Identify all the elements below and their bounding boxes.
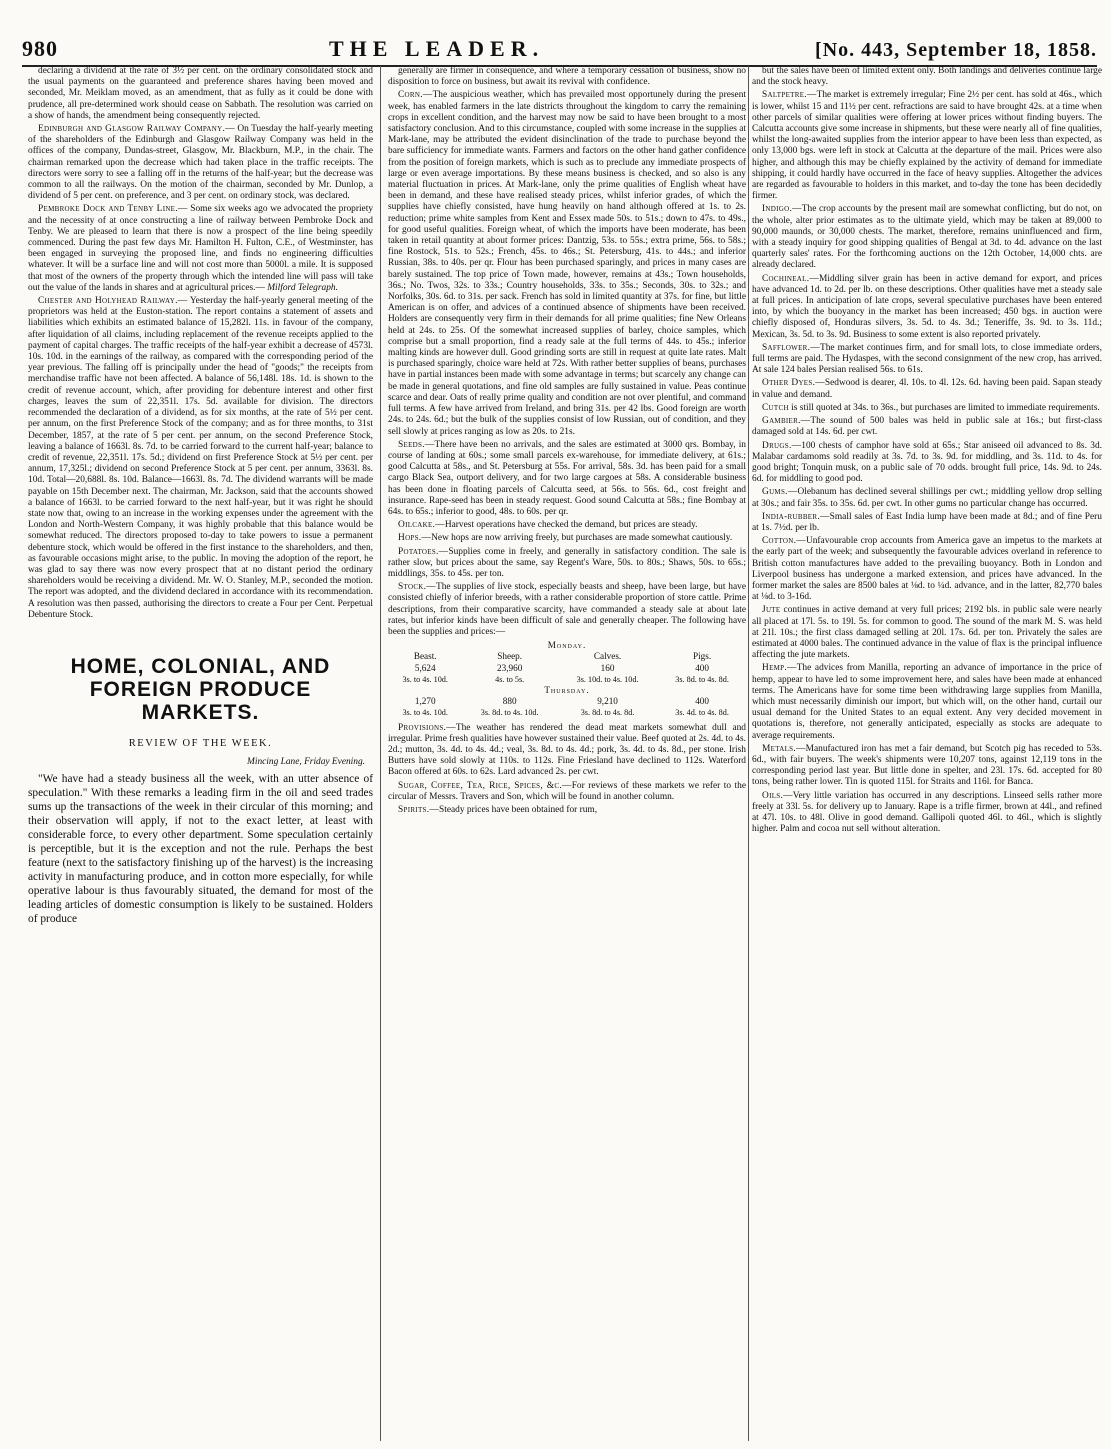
column-rule [748, 66, 749, 1441]
market-heading: Other Dyes.— [762, 378, 825, 389]
column-rule [380, 66, 381, 1441]
market-heading: Drugs.— [762, 440, 802, 451]
market-metals [752, 744, 1102, 789]
market-heading: Cotton.— [762, 536, 806, 547]
market-body: 100 chests of camphor have sold at 65s.; Star aniseed oil advanced to 8s. 3d. Malabar cardamoms sold readily at 3s. 7d. to 3s. 9d. for middling, and 3s. 11d. to 4s. for good bright; Tonquin musk, on a public sale of 70 odds. brought full price, 14s. 9d. to 24s. 6d. for middling to good pod. [752, 440, 1102, 485]
market-body: Sedwood is dearer, 4l. 10s. to 4l. 12s. 6d. having been paid. Sapan steady in value and demand. [752, 378, 1103, 400]
column-header: Sheep. [497, 651, 523, 662]
market-heading: Saltpetre.— [762, 90, 817, 101]
newspaper-title: THE LEADER. [328, 36, 545, 61]
table-cell: 1,270 [414, 696, 436, 707]
article-heading: Chester and Holyhead Railway.— [38, 296, 188, 307]
paragraph: generally are firmer in consequence, and where a temporary cessation of business, show no disposition to force on business, but await its revival with confidence. [388, 66, 746, 88]
article-heading: Edinburgh and Glasgow Railway Company.— [38, 124, 235, 135]
column-header: Pigs. [693, 651, 712, 662]
article-source: Milford Telegraph. [267, 282, 338, 293]
market-body: New hops are now arriving freely, but purchases are made somewhat cautiously. [431, 533, 733, 544]
column-3 [752, 66, 1102, 837]
market-heading: Jute [762, 605, 781, 616]
day-label: Monday. [547, 640, 587, 651]
table-cell: 880 [502, 696, 517, 707]
market-gums [752, 487, 1102, 509]
market-body: Steady prices have been obtained for rum, [439, 805, 598, 815]
market-cochineal [752, 274, 1102, 341]
market-oilcake [388, 520, 746, 531]
table-row [388, 663, 746, 674]
market-heading: Safflower.— [762, 342, 820, 353]
market-gambier [752, 416, 1102, 438]
market-heading: Cutch [762, 402, 789, 413]
market-body: There have been no arrivals, and the sales are estimated at 3000 qrs. Bombay, in course of landing at 60s.; some small parcels ex-warehouse, for immediate delivery, at 61s.; good Calcutta at 58s., and St. Petersburg at 55s. For arrival, 58s. 3d. has been paid for a small cargo Black Sea, outport delivery, and for two large cargoes at 58s. A considerable business has been done in floating parcels of Calcutta seed, at 56s. to 56s. 6d., cost freight and insurance. Rape-seed has been in steady request. Good sound Calcutta at 58s.; fine Bombay at 64s. to 65s.; inferior to good, 48s. to 60s. per qr. [388, 439, 746, 517]
market-other-dyes [752, 378, 1102, 400]
day-label: Thursday. [544, 684, 590, 695]
market-heading: Cochineal.— [762, 273, 820, 284]
market-body: Manufactured iron has met a fair demand, but Scotch pig has receded to 53s. 6d., with fair buyers. The week's shipments were 10,207 tons, against 12,119 tons in the corresponding period last year. But little done in spelter, and 23l. 17s. 6d. accepted for 80 tons, being rather lower. Tin is quoted 115l. for Straits and 116l. for Banca. [752, 743, 1102, 788]
column-header: Calves. [593, 651, 622, 662]
market-body: continues in active demand at very full prices; 2192 bls. in public sale were nearly all placed at 17l. 5s. to 19l. 5s. for common to good. The sound of the mark M. S. was held at 21l. 10s.; the first class damaged selling at 20l. 17s. 6d. per ton. Privately the sales are estimated at 4000 bales. The continued advance in the value of flax is the principal influence affecting the jute markets. [752, 605, 1103, 661]
market-safflower [752, 343, 1102, 377]
article-body: Yesterday the half-yearly general meeting of the proprietors was held at the Euston-station. The report contains a statement of assets and liabilities which exhibits an estimated balance of 15,282l. 11s. in favour of the company, after liquidation of all claims, including replacement of the revenue receipts applied to the payment of capital charges. The traffic receipts of the half-year exhibit a decrease of 4573l. 10s. 10d. in the earnings of the railway, as compared with the corresponding period of the year previous. The falling off is principally under the head of "goods;" the receipts from merchandise traffic have not been affected. A balance of 56,148l. 18s. 1d. is shown to the credit of revenue account, which, after providing for debenture interest and other first charges, leaves the sum of 22,351l. 17s. 5d. available for division. The directors recommended the declaration of a dividend, as for six months, at the rate of 5½ per cent. per annum, on the first Preference Stock of the company; and as for three months, to 31st December, 1857, at the rate of 5 per cent. per annum, on the second Preference Stock, leaving a balance of 1663l. 8s. 7d. to be carried forward to the current half-year; balance to credit of revenue, 22,351l. 17s. 5d.; dividend on first Preference Stock at 5½ per cent. per annum, 17,325l.; dividend on second Preference Stock at 5 per cent. per annum, 3363l. 8s. 10d. Total—20,688l. 8s. 10d. Balance—1663l. 8s. 7d. The dividend warrants will be made payable on 15th December next. The chairman, Mr. Jackson, said that the accounts showed a balance of 1663l. to be carried forward to the next half-year, but it was right he should state now that, owing to an increase in the working expenses under the agreement with the London and North-Western Company, it was highly probable that this balance would be somewhat reduced. The directors proposed to-day to take powers to issue a permanent debenture stock, which would be offered in the first instance to the shareholders, and then, as favourable occasions might arise, to the public. In moving the adoption of the report, he was glad to say there was now every prospect that at no distant period the ordinary shareholders would be receiving a dividend. Mr. W. O. Stanley, M.P., seconded the motion. The report was adopted, and the dividend declared in accordance with its recommendation. A resolution was then passed, authorising the directors to create a Four per Cent. Perpetual Debenture Stock. [28, 296, 373, 620]
market-jute [752, 605, 1102, 661]
market-body: The weather has rendered the dead meat markets somewhat dull and irregular. Prime fresh qualities have however sustained their value. Beef quoted at 2s. 4d. to 4s. 2d.; mutton, 3s. 4d. to 4s. 4d.; veal, 3s. 8d. to 4s. 4d.; pork, 3s. 4d. to 4s. 8d., per stone. Irish Butters have sold slowly at 110s. to 112s. Fine Friesland have declined to 112s. Waterford Bacon offered at 60s. to 62s. Lard advanced 2s. per cwt. [388, 722, 746, 778]
market-body: Olebanum has declined several shillings per cwt.; middling yellow drop selling at 30s.; and fair 35s. to 35s. 6d. per cwt. In other gums no particular change has occurred. [752, 487, 1102, 509]
article-body: On Tuesday the half-yearly meeting of the shareholders of the Edinburgh and Glasgow Railway Company was held in the offices of the company, Dundas-street, Glasgow, Mr. Blackburn, M.P., in the chair. The chairman remarked upon the decrease which had taken place in the traffic receipts. The directors were sorry to see a falling off in the returns of the half-year; but the decrease was common to all the railways. On the motion of the chairman, seconded by Mr. Dunlop, a dividend of 5 per cent. on preference, and 3 per cent. on ordinary stock, was declared. [28, 124, 373, 202]
market-heading: Hemp.— [762, 663, 797, 674]
market-heading: Sugar, Coffee, Tea, Rice, Spices, &c.— [398, 780, 572, 791]
lead-paragraph: "We have had a steady business all the week, with an utter absence of speculation." With these remarks a leading firm in the oil and seed trades sums up the transactions of the week in their circular of this morning; and their observation will apply, if not to the exact letter, at least with considerable force, to every other department. Some speculation certainly is perceptible, but it is the exception and not the rule. Perhaps the best feature (next to the satisfactory finishing up of the harvest) is the increasing activity in manufacturing produce, and in cotton more especially, for while operative labour is thus favourably situated, the demand for most of the leading articles of domestic consumption is likely to be sustained. Holders of produce [28, 773, 373, 926]
table-cell: 3s. 4d. to 4s. 8d. [675, 708, 729, 718]
market-heading: Indigo.— [762, 204, 802, 215]
market-heading: Gambier.— [762, 416, 811, 427]
article-body: Some six weeks ago we advocated the propriety and the necessity of at once constructing a line of railway between Pembroke Dock and Tenby. We are pleased to learn that there is now a prospect of the line being speedily commenced. During the past few days Mr. Hamilton H. Fulton, C.E., of Westminster, has been engaged in surveying the proposed line, and finds no engineering difficulties whatever. It will be a surface line and will not cost more than 5000l. a mile. It is supposed that most of the owners of the property through which the intended line will pass will take out the value of the lands in shares and at agricultural prices.— [28, 204, 374, 293]
table-cell: 3s. 8d. to 4s. 10d. [480, 708, 539, 718]
market-cotton [752, 536, 1102, 603]
table-row [388, 696, 746, 707]
paragraph: but the sales have been of limited extent only. Both landings and deliveries continue large and the stock heavy. [752, 66, 1102, 88]
market-body: The crop accounts by the present mail are somewhat conflicting, but do not, on the whole, alter prior estimates as to the ultimate yield, which may be taken at 89,000 to 90,000 maunds, or 30,000 chests. The market, therefore, remains uninfluenced and firm, with a steady inquiry for good shipping qualities of Bengal at 3d. to 4d. advance on the last quarterly sales' rates. For the forthcoming auctions on the 12th October, 14,000 chts. are already declared. [752, 204, 1102, 271]
cattle-table [388, 640, 746, 718]
market-india-rubber [752, 512, 1102, 534]
table-row [388, 674, 746, 685]
market-hops [388, 533, 746, 544]
market-cutch [752, 403, 1102, 414]
section-subtitle: REVIEW OF THE WEEK. [128, 737, 273, 749]
market-body: For reviews of these markets we refer to the circular of Messrs. Travers and Son, which will be found in another column. [388, 780, 747, 802]
article-pembroke-tenby [28, 204, 373, 294]
market-oils [752, 791, 1102, 836]
table-cell: 3s. to 4s. 10d. [402, 674, 448, 684]
table-cell: 4s. to 5s. [495, 674, 525, 684]
market-heading: Provisions.— [398, 722, 456, 733]
market-body: is still quoted at 34s. to 36s., but purchases are limited to immediate requirements. [791, 402, 1100, 413]
market-body: The advices from Manilla, reporting an advance of importance in the price of hemp, appear to have led to some improvement here, and sales have been made at enhanced terms. The Americans have for some time been withdrawing large supplies from Manilla, which must necessarily diminish our import, but which will, on the other hand, curtail our usual demand for the United States to an equal extent. Any very decided movement in quotations is, therefore, not generally anticipated, especially as stocks are adequate to average requirements. [752, 663, 1102, 741]
column-2 [388, 66, 746, 818]
market-drugs [752, 441, 1102, 486]
article-chester-holyhead [28, 296, 373, 621]
market-body: Unfavourable crop accounts from America gave an impetus to the markets at the early part of the week; and subsequently the favourable advices overland in reference to British cotton manufactures have added to the prevailing buoyancy. Both in London and Liverpool business has undergone a marked extension, and prices have advanced. In the former market the sales are 8500 bales at ⅛d. to ¼d. advance, and in the latter, 82,770 bales at ⅛d. to 3-16d. [752, 536, 1102, 603]
market-body: Supplies come in freely, and generally in satisfactory condition. The sale is rather slow, but prices about the same, say Regent's Ware, 50s. to 80s.; Shaws, 50s. to 65s.; middlings, 35s. to 45s. per ton. [388, 546, 746, 579]
table-cell: 3s. 8d. to 4s. 8d. [580, 708, 635, 718]
market-saltpetre [752, 90, 1102, 202]
market-sugar [388, 781, 746, 803]
paragraph: declaring a dividend at the rate of 3½ per cent. on the ordinary consolidated stock and the usual payments on the guaranteed and preference shares having been moved and seconded, Mr. Meiklam moved, as an amendment, that as fully as it could be done with prudence, all pre-determined work should cease on Sabbath. The resolution was carried on a show of hands, the amendment being consequently rejected. [28, 66, 373, 121]
page-number: 980 [22, 36, 58, 61]
market-provisions [388, 723, 746, 779]
market-heading: Potatoes.— [398, 546, 449, 557]
table-cell: 3s. 8d. to 4s. 8d. [675, 674, 729, 684]
article-edinburgh-glasgow [28, 124, 373, 202]
article-heading: Pembroke Dock and Tenby Line.— [38, 204, 188, 215]
market-body: Harvest operations have checked the demand, but prices are steady. [444, 520, 698, 531]
market-indigo [752, 204, 1102, 271]
column-1 [28, 66, 373, 928]
market-heading: Stock.— [398, 582, 436, 593]
market-body: The sound of 500 bales was held in public sale at 16s.; but first-class damaged sold at 14s. 6d. per cwt. [752, 416, 1102, 438]
market-body: The supplies of live stock, especially beasts and sheep, have been large, but have consisted chiefly of inferior breeds, with a rather considerable proportion of store cattle. Prime descriptions, from their comparative scarcity, have commanded a steady sale at about late rates, but inferior kinds have been difficult of sale and generally cheaper. The following have been the supplies and prices:— [388, 582, 746, 637]
table-cell: 400 [695, 696, 709, 707]
market-body: Very little variation has occurred in any descriptions. Linseed sells rather more freely at 33l. 5s. for delivery up to January. Rape is a trifle firmer, brown at 44l., and refined at 47l. 10s. to 48l. Olive in good demand. Gallipoli quoted 46l. to 46l., which is slightly higher. Palm and cocoa nut sell without alteration. [752, 790, 1102, 835]
market-stock [388, 582, 746, 638]
market-heading: Seeds.— [398, 439, 435, 450]
issue-info: [No. 443, September 18, 1858. [815, 39, 1097, 61]
table-cell: 9,210 [597, 696, 618, 707]
market-heading: Corn.— [398, 90, 433, 101]
market-heading: Spirits.— [398, 805, 440, 815]
market-heading: India-rubber.— [762, 511, 830, 522]
market-body: Middling silver grain has been in active demand for export, and prices have advanced 1d. to 2d. per lb. on these descriptions. Other qualities have met a steady sale at full prices. In anticipation of late crops, several speculative purchases have been entered into, by which the buoyancy in the market has been increased; 450 bgs. in auction were chiefly disposed of, Honduras silvers, 3s. 5d. to 4s. 3d.; Teneriffe, 3s. 9d. to 3s. 11d.; Mexican, 3s. 5d. to 3s. 9d. Business to some extent is also reported privately. [752, 273, 1102, 340]
section-title: HOME, COLONIAL, AND FOREIGN PRODUCE MARKETS. [70, 654, 331, 724]
market-heading: Hops.— [398, 533, 432, 544]
table-cell: 400 [695, 662, 709, 673]
masthead [22, 28, 1097, 67]
market-heading: Oilcake.— [398, 520, 445, 531]
table-row [388, 707, 746, 718]
market-body: The market is extremely irregular; Fine 2½ per cent. has sold at 46s., which is lower, whilst 15 and 11½ per cent. refractions are said to have brought 42s. at a time when other parcels of similar qualities were offering at lower prices without finding buyers. The Calcutta accounts give some increase in shipments, but these were nearly all of fine qualities, whilst the long-awaited supplies from the interior appear to have been less than expected, as only 13,000 bgs. were left in stock at Calcutta at the departure of the mail. Prices were also higher, and although this may be chiefly explained by the activity of demand for immediate shipping, it could hardly have occurred in the face of heavy supplies. Altogether the advices are regarded as favourable to holders in this market, and to-day the tone has been decidedly firmer. [752, 90, 1102, 202]
market-corn [388, 90, 746, 437]
market-body: Small sales of East India lump have been made at 8d.; and of fine Peru at 1s. 7½d. per lb. [752, 511, 1102, 533]
market-spirits [388, 805, 746, 816]
market-heading: Metals.— [762, 743, 806, 754]
market-potatoes [388, 547, 746, 581]
table-cell: 3s. to 4s. 10d. [402, 708, 448, 718]
table-cell: 23,960 [497, 662, 523, 673]
table-cell: 160 [600, 662, 615, 673]
table-cell: 5,624 [414, 662, 436, 673]
market-hemp [752, 663, 1102, 741]
column-header: Beast. [413, 651, 437, 662]
market-heading: Oils.— [762, 790, 793, 801]
dateline: Mincing Lane, Friday Evening. [247, 757, 365, 768]
market-body: The auspicious weather, which has prevailed most opportunely during the present week, has enabled farmers in the late districts throughout the kingdom to carry the remaining crops in excellent condition, and the harvest may now be said to have been brought to a most satisfactory conclusion. And to this circumstance, coupled with some increase in the supplies at Mark-lane, may be attributed the evident disinclination of the trade to purchase beyond the bare sufficiency for immediate wants. Farmers and factors on the other hand gather confidence from the position of foreign markets, which is such as to preclude any immediate prospects of large or even average importations. By these means business is checked, and so also is any material fluctuation in prices. At Mark-lane, only the prime qualities of English wheat have been in demand, and these have realised steady prices, whilst inferior grades, of which the supplies have chiefly consisted, have hung heavily on hand although offered at 1s. to 2s. reduction; prime white samples from Kent and Essex made 50s. to 51s.; down to 47s. to 49s., for good useful qualities. Foreign wheat, of which the imports have been moderate, has been taken in retail quantity at about former prices: Dantzig, 53s. to 55s.; extra prime, 56s. to 58s.; fine Rostock, 51s. to 52s.; French, 45s. to 46s.; St. Petersburg, 41s. to 44s.; and inferior Russian, 38s. to 40s. per qr. Flour has been purchased sparingly, and prices in many cases are barely sustained. The top price of Town made, however, remains at 43s.; Town households, 36s.; No. Twos, 32s. to 33s.; Country households, 33s. to 35s.; Seconds, 30s. to 32s.; and Norfolks, 30s. 6d. to 31s. per sack. French has sold in limited quantity at 37s. for fine, but little American is on offer, and advices of a continued absence of shipments have been received. Holders are consequently very firm in their demands for all prime qualities; fine New Orleans held at 24s. to 25s. Of the somewhat increased supplies of barley, choice samples, which comprise but a small proportion, find a ready sale at the full terms of 44s. to 45s.; inferior malting kinds are however dull. Good grinding sorts are still in request at quite late rates. Malt is purchased sparingly, choice ware held at 72s. With rather better supplies of beans, purchases have in partial instances been made with some advantage in terms; but scarcely any change can be made in general quotations, and fine old samples are fully sustained in value. Peas continue scarce and dear. Oats of really prime quality and condition are not over plentiful, and command full terms. A few have arrived from Ireland, and bring 31s. per 42 lbs. Good foreign are worth 24s. to 24s. 6d.; but the bulk of the supplies consist of low Russian, out of condition, and they sell slowly at prices ranging as low as 20s. to 21s. [388, 90, 746, 437]
market-heading: Gums.— [762, 487, 798, 498]
market-seeds [388, 440, 746, 518]
market-body: The market continues firm, and for small lots, to close immediate orders, full terms are paid. The Hydaspes, with the second consignment of the new crop, has arrived. At sale 124 bales Persian realised 56s. to 61s. [752, 342, 1102, 376]
table-cell: 3s. 10d. to 4s. 10d. [576, 674, 639, 684]
